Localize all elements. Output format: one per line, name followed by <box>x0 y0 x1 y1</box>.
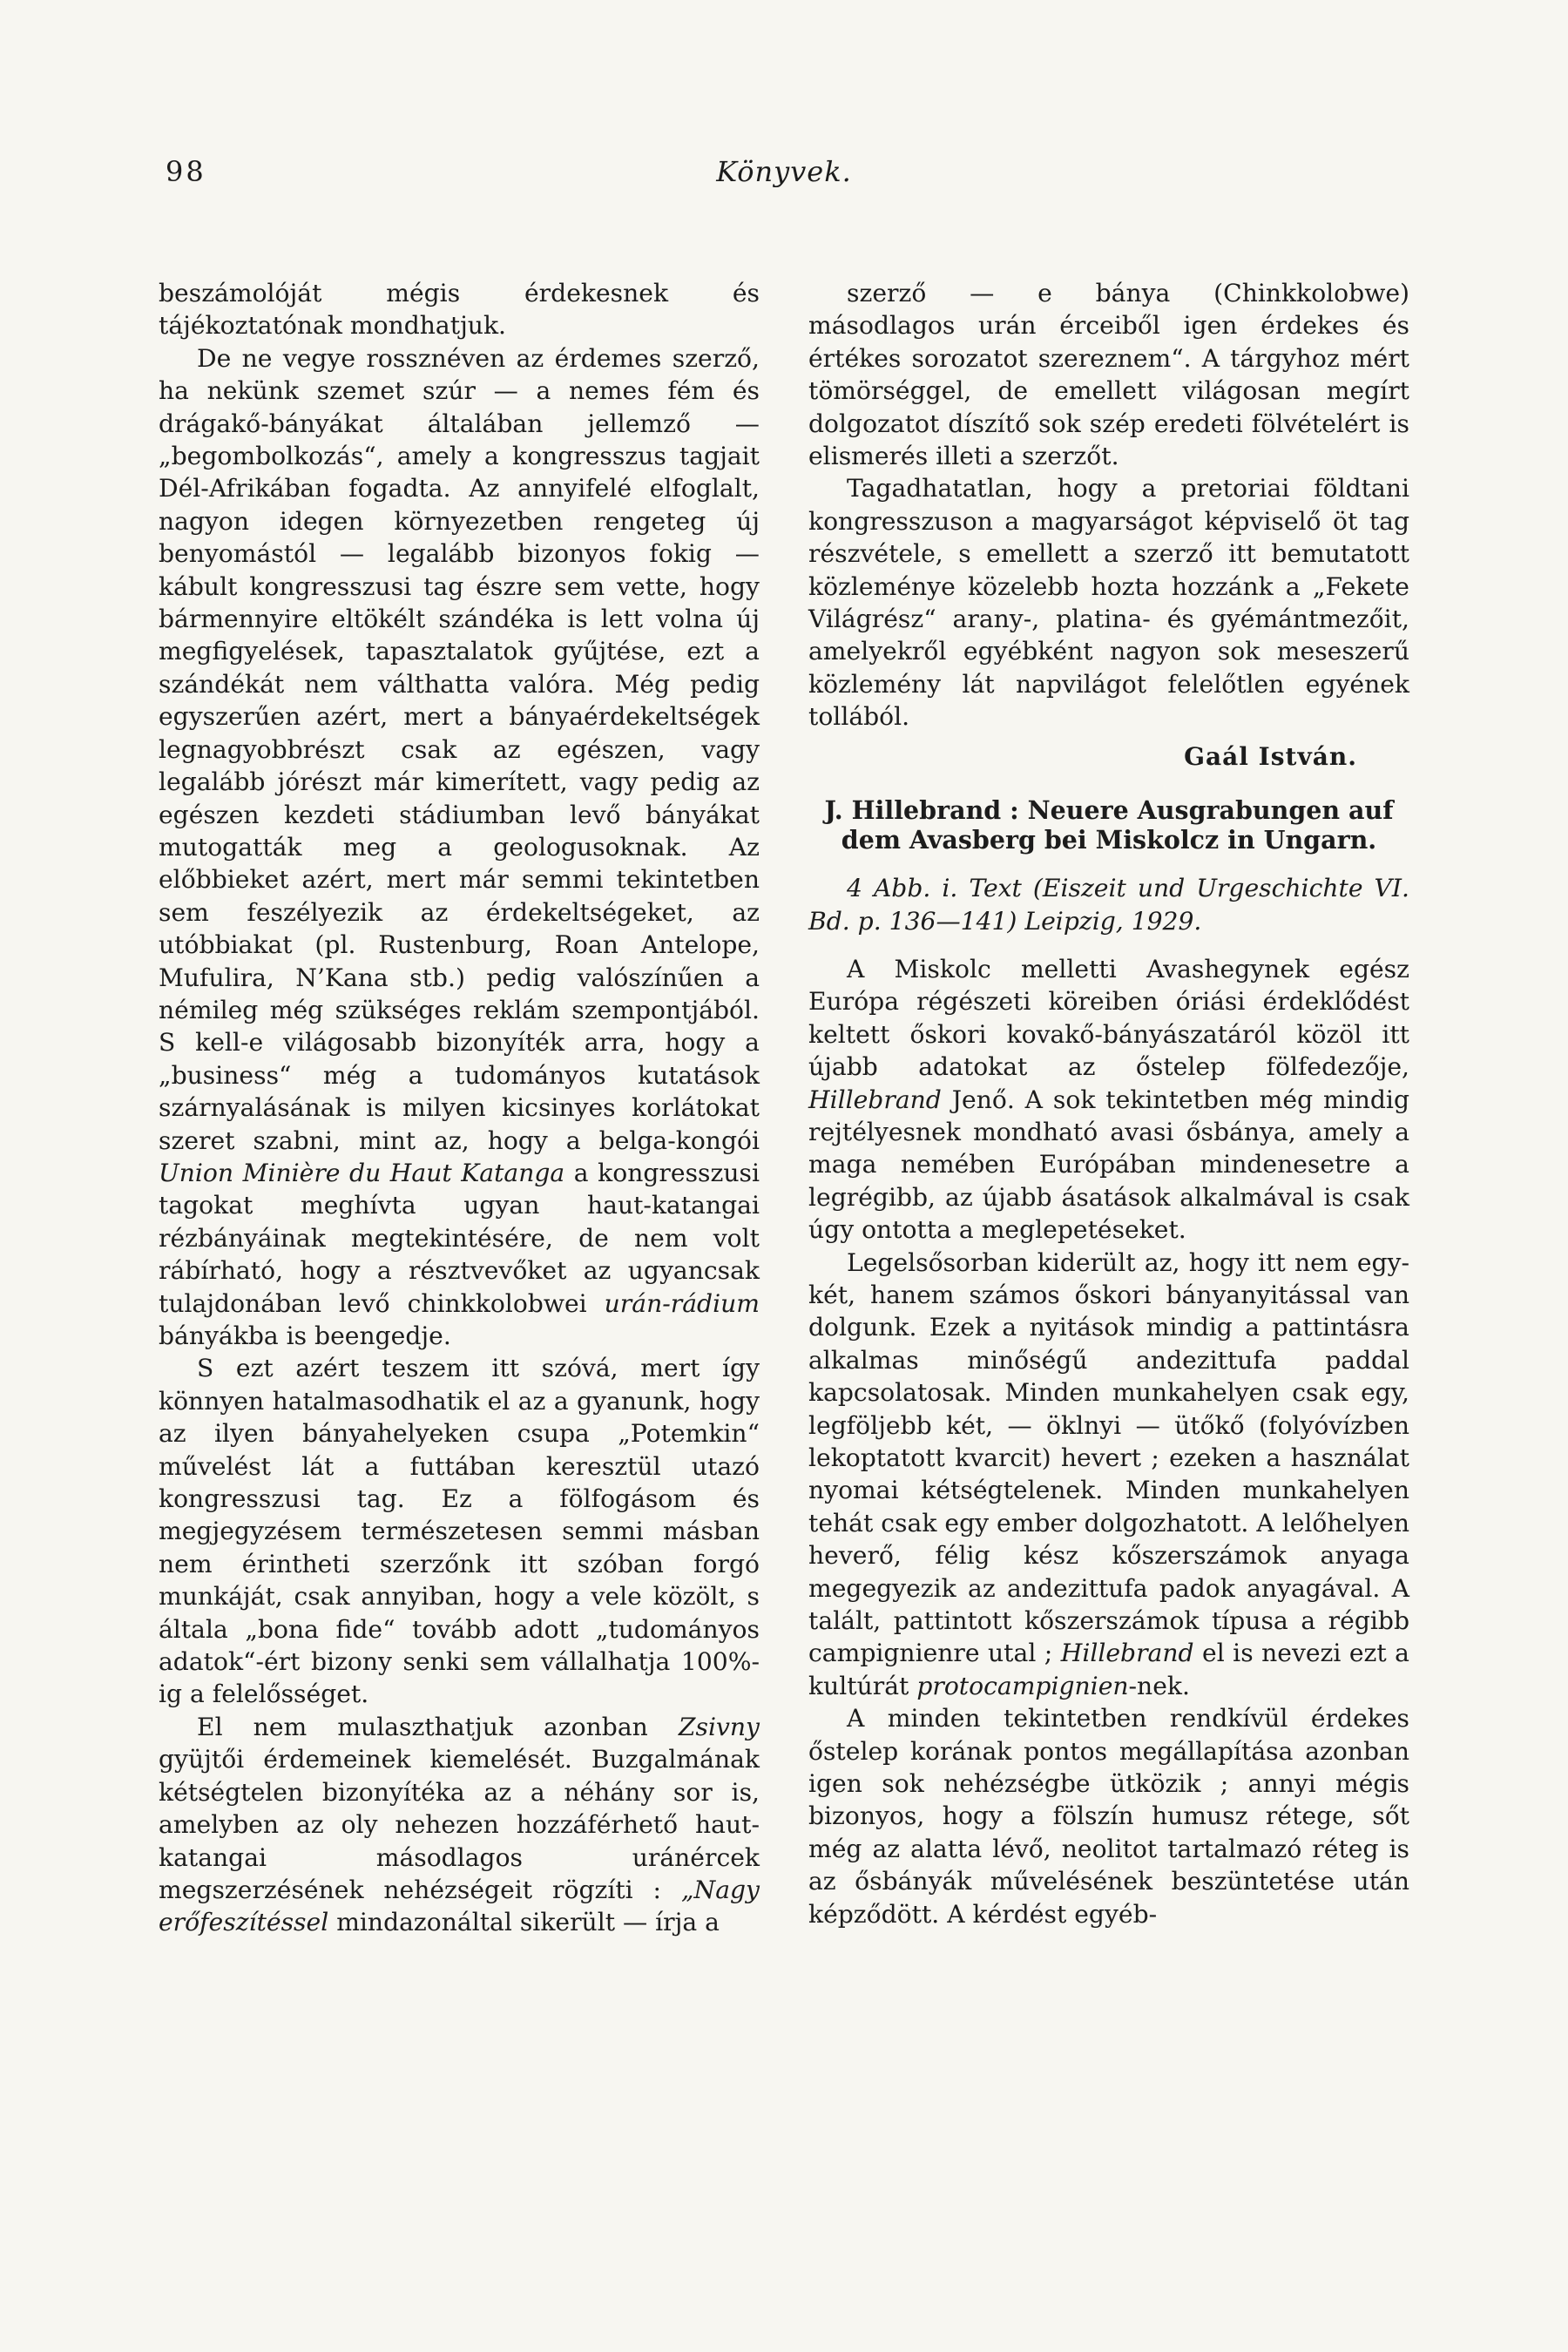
italic-text: urán-rádium <box>604 1288 760 1318</box>
paragraph: Legelsősorban kiderült az, hogy itt nem egy-két, hanem számos őskori bányanyitással van dolgunk. Ezek a nyitások mindig a pattintásra alkalmas minőségű andezittufa paddal kapcsolatosak. Minden munkahelyen csak egy, legföljebb két, — öklnyi — ütőkő (folyóvízben lekoptatott kvarcit) hevert ; ezeken a használat nyomai kétségtelenek. Minden munkahelyen tehát csak egy ember dolgozhatott. A lelőhelyen heverő, félig kész kőszerszámok anyaga megegyezik az andezittufa padok anyagával. A talált, pattintott kőszerszámok típusa a régibb campignienre utal ; Hillebrand el is nevezi ezt a kultúrát protocampignien-nek. <box>808 1247 1409 1700</box>
paragraph: El nem mulaszthatjuk azonban Zsivny gyüjtői érdemeinek kiemelését. Buzgalmának kétségtelen bizonyítéka az a néhány sor is, amelyben az oly nehezen hozzáférhető haut-katangai másodlagos uránércek megszerzésének nehézségeit rögzíti : „Nagy erőfeszítéssel mindazonáltal sikerült — írja a <box>159 1712 760 1937</box>
paragraph: Tagadhatatlan, hogy a pretoriai földtani kongresszuson a magyarságot képviselő öt tag részvétele, s emellett a szerző itt bemutatott közleménye közelebb hozta hozzánk a „Fekete Világrész“ arany-, platina- és gyémántmezőit, amelyekről egyébként nagyon sok meseszerű közlemény lát napvilágot felelőtlen egyének tollából. <box>808 474 1409 732</box>
running-title: Könyvek. <box>716 155 852 188</box>
left-column <box>159 277 760 1939</box>
right-column <box>808 277 1409 1930</box>
page-number: 98 <box>166 155 206 188</box>
signature: Gaál István. <box>1184 741 1357 771</box>
bibliographic-reference: 4 Abb. i. Text (Eiszeit und Urgeschichte VI. Bd. p. 136—141) Leipzig, 1929. <box>808 874 1409 936</box>
italic-text: protocampignien <box>916 1671 1129 1700</box>
italic-text: Zsivny <box>678 1712 760 1741</box>
paragraph: A Miskolc melletti Avashegynek egész Európa régészeti köreiben óriási érdeklődést keltett őskori kovakő-bányászatáról közöl itt újabb adatokat az őstelep fölfedezője, Hillebrand Jenő. A sok tekintetben még mindig rejtélyesnek mondható avasi ősbánya, amely a maga nemében Európában mindenesetre a legrégibb, az újabb ásatások alkalmával is csak úgy ontotta a meglepetéseket. <box>808 954 1409 1245</box>
paragraph: De ne vegye rossznéven az érdemes szerző, ha nekünk szemet szúr — a nemes fém és drágakő-bányákat általában jellemző — „begombolkozás“, amely a kongresszus tagjait Dél-Afrikában fogadta. Az annyifelé elfoglalt, nagyon idegen környezetben rengeteg új benyomástól — legalább bizonyos fokig — kábult kongresszusi tag észre sem vette, hogy bármennyire eltökélt szándéka is lett volna új megfigyelések, tapasztalatok gyűjtése, ezt a szándékát nem válthatta valóra. Még pedig egyszerűen azért, mert a bányaérdekeltségek legnagyobbrészt csak az egészen, vagy legalább jórészt már kimerített, vagy pedig az egészen kezdeti stádiumban levő bányákat mutogatták meg a geologusoknak. Az előbbieket azért, mert már semmi tekintetben sem feszélyezik az érdekeltségeket, az utóbbiakat (pl. Rustenburg, Roan Antelope, Mufulira, N’Kana stb.) pedig valószínűen a némileg még szükséges reklám szempontjából. S kell-e világosabb bizonyíték arra, hogy a „business“ még a tudományos kutatások szárnyalásának is milyen kicsinyes korlátokat szeret szabni, mint az, hogy a belga-kongói Union Minière du Haut Katanga a kongresszusi tagokat meghívta ugyan haut-katangai rézbányáinak megtekintésére, de nem volt rábírható, hogy a résztvevőket az ugyancsak tulajdonában levő chinkkolobwei urán-rádium bányákba is beengedje. <box>159 343 760 1350</box>
paragraph: beszámolóját mégis érdekesnek és tájékoztatónak mondhatjuk. <box>159 279 760 341</box>
review-heading: J. Hillebrand : Neuere Ausgrabungen auf dem Avasberg bei Miskolcz in Ungarn. <box>824 795 1394 855</box>
italic-text: „Nagy erőfeszítéssel <box>159 1875 760 1937</box>
page-header <box>166 155 1402 193</box>
paragraph: S ezt azért teszem itt szóvá, mert így könnyen hatalmasodhatik el az a gyanunk, hogy az ilyen bányahelyeken csupa „Potemkin“ művelést lát a futtában keresztül utazó kongresszusi tag. Ez a fölfogásom és megjegyzésem természetesen semmi másban nem érintheti szerzőnk itt szóban forgó munkáját, csak annyiban, hogy a vele közölt, s általa „bona fide“ tovább adott „tudományos adatok“-ért bizony senki sem vállalhatja 100%-ig a felelősséget. <box>159 1354 760 1709</box>
paragraph: A minden tekintetben rendkívül érdekes őstelep korának pontos megállapítása azonban igen sok nehézségbe ütközik ; annyi mégis bizonyos, hogy a fölszín humusz rétege, sőt még az alatta lévő, neolitot tartalmazó réteg is az ősbányák művelésének beszüntetése után képződött. A kérdést egyéb- <box>808 1704 1409 1929</box>
italic-text: Hillebrand <box>808 1085 942 1114</box>
paragraph: szerző — e bánya (Chinkkolobwe) másodlagos urán érceiből igen érdekes és értékes sorozatot szereznem“. A tárgyhoz mért tömörséggel, de emellett világosan megírt dolgozatot díszítő sok szép eredeti fölvételért is elismerés illeti a szerzőt. <box>808 279 1409 471</box>
italic-text: Hillebrand <box>1060 1639 1194 1668</box>
italic-text: Union Minière du Haut Katanga <box>159 1158 565 1187</box>
